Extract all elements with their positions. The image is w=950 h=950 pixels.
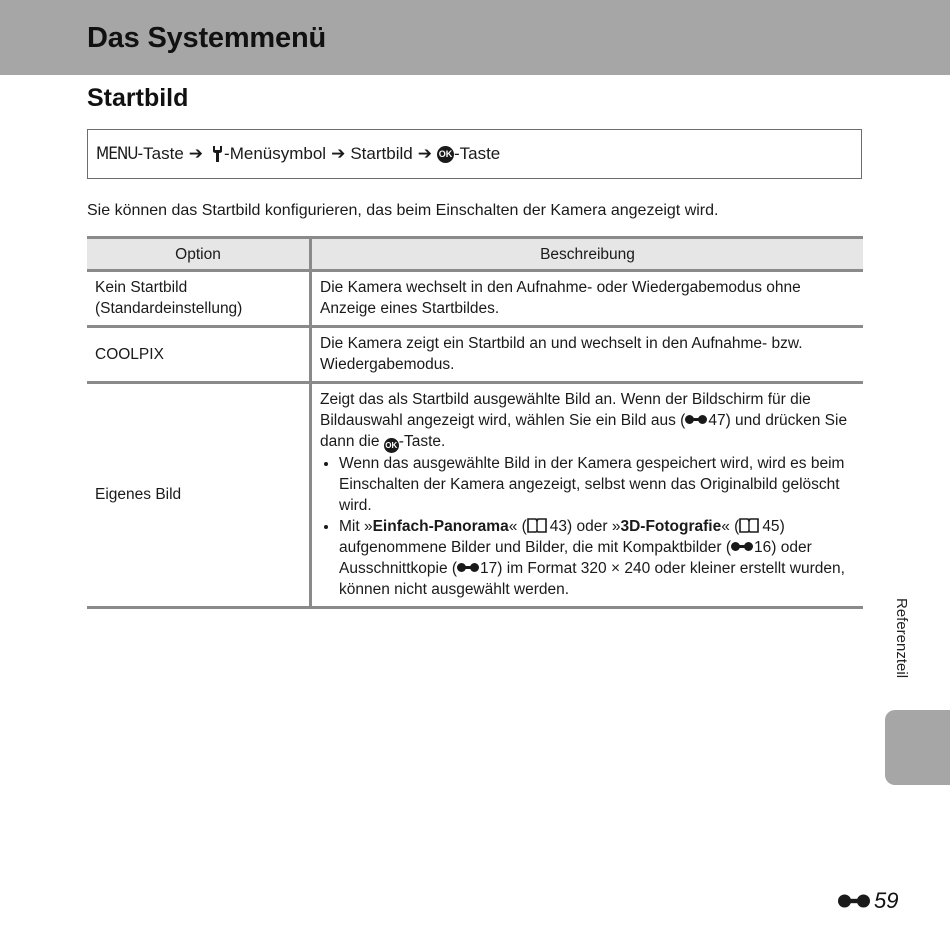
book-icon (527, 518, 547, 533)
page-reference: 17 (480, 560, 498, 577)
section-side-label: Referenzteil (893, 598, 910, 679)
note-text: « ( (508, 518, 527, 535)
chapter-title: Das Systemmenü (87, 22, 326, 54)
arrow-icon: ➔ (417, 144, 432, 163)
reference-section-icon (685, 414, 707, 425)
page-number (836, 888, 898, 914)
ok-button-label: -Taste (453, 144, 501, 163)
reference-section-icon (457, 562, 479, 573)
page-reference: 45 (762, 518, 780, 535)
menu-option-name: Einfach-Panorama (372, 518, 509, 535)
book-icon (739, 518, 759, 533)
option-default-note: (Standardeinstellung) (95, 300, 243, 317)
column-header-description: Beschreibung (311, 238, 864, 271)
section-thumb-tab (885, 710, 950, 785)
option-cell (87, 271, 311, 327)
note-text: ) aufgenommene Bilder und Bilder, die mit Kompaktbilder ( (339, 518, 785, 556)
options-table (87, 236, 863, 609)
description-cell (311, 383, 864, 608)
reference-section-icon (731, 541, 753, 552)
note-text: ) oder Ausschnittkopie ( (339, 539, 812, 577)
menu-button-icon: MENU (96, 144, 138, 164)
table-row (87, 271, 863, 327)
list-item: • Wenn das ausgewählte Bild in der Kamera gespeichert wird, wird es beim Einschalten der Kamera angezeigt, selbst wenn das Originalbild gelöscht wird. (339, 453, 855, 516)
option-name: Kein Startbild (95, 279, 188, 296)
ok-button-icon: OK (384, 438, 399, 453)
page-reference: 16 (754, 539, 772, 556)
note-text: ) im Format 320 × 240 oder kleiner erstellt wurden, können nicht ausgewählt werden. (339, 560, 845, 598)
table-row (87, 327, 863, 383)
arrow-icon: ➔ (331, 144, 346, 163)
page-number-text: 59 (874, 888, 899, 913)
note-list (320, 453, 855, 600)
setup-menu-label: -Menüsymbol (224, 144, 327, 163)
description-text: Zeigt das als Startbild ausgewählte Bild an. Wenn der Bildschirm für die Bildauswahl angezeigt wird, wählen Sie ein Bild aus ( (320, 391, 811, 429)
description-text: -Taste. (398, 433, 446, 450)
table-row (87, 383, 863, 608)
table-header-row (87, 238, 863, 271)
description-cell: Die Kamera zeigt ein Startbild an und wechselt in den Aufnahme- bzw. Wiedergabemodus. (311, 327, 864, 383)
intro-text: Sie können das Startbild konfigurieren, das beim Einschalten der Kamera angezeigt wird. (87, 202, 719, 219)
option-cell: Eigenes Bild (87, 383, 311, 608)
page-reference: 43 (549, 518, 568, 535)
note-text: Mit » (339, 518, 373, 535)
menu-navigation-path (87, 129, 862, 179)
ok-button-icon: OK (437, 146, 454, 163)
note-text: ) oder » (567, 518, 621, 535)
note-text: « ( (721, 518, 740, 535)
column-header-option: Option (87, 238, 311, 271)
menu-option-name: 3D-Fotografie (620, 518, 722, 535)
description-paragraph (320, 389, 855, 453)
reference-section-icon (836, 893, 872, 909)
option-cell: COOLPIX (87, 327, 311, 383)
description-cell: Die Kamera wechselt in den Aufnahme- oder Wiedergabemodus ohne Anzeige eines Startbildes. (311, 271, 864, 327)
menu-item-label: Startbild (350, 144, 413, 163)
description-text: ) und drücken Sie dann die (320, 412, 848, 450)
section-title: Startbild (87, 84, 189, 112)
arrow-icon: ➔ (188, 144, 204, 163)
page-reference: 47 (708, 412, 726, 429)
menu-button-label: -Taste (137, 144, 184, 163)
list-item (339, 516, 855, 600)
wrench-icon (211, 146, 224, 162)
